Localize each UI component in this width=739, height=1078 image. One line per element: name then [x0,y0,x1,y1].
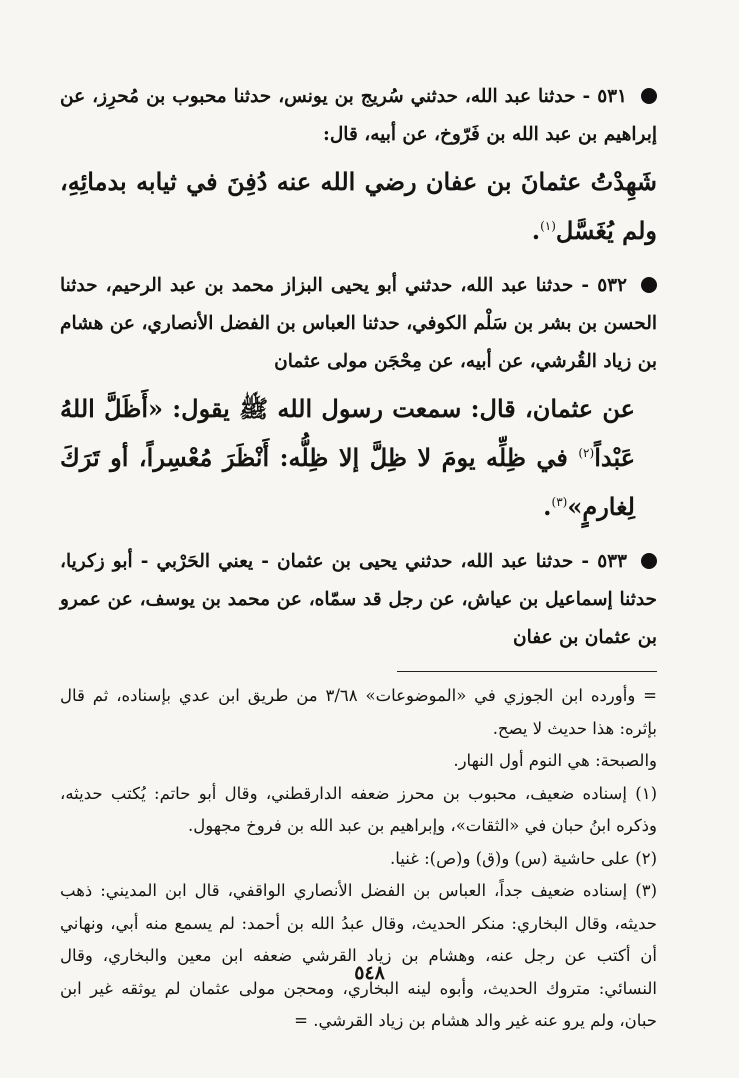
footnote-divider [397,671,657,672]
hadith-533 [60,543,657,657]
hadith-isnad [60,543,657,657]
footnote-2: (٢) على حاشية (س) و(ق) و(ص): غنيا. [389,848,657,868]
hadith-matn [60,160,657,253]
hadith-number: ٥٣٢ [597,275,627,296]
isnad-text: - حدثنا عبد الله، حدثني سُريج بن يونس، حدثنا محبوب بن مُحرِز، عن إبراهيم بن عبد الله بن فَرّوخ، عن أبيه، قال: [60,86,657,145]
hadith-532 [60,267,657,529]
matn-text: شَهِدْتُ عثمانَ بن عفان رضي الله عنه دُفِنَ في ثيابه بدمائِهِ، ولم يُغَسَّل [60,167,657,245]
hadith-number: ٥٣٣ [597,551,627,572]
footnote-3: (٣) إسناده ضعيف جداً، العباس بن الفضل الأنصاري الواقفي، قال ابن المديني: ذهب حديثه، وقال البخاري: منكر الحديث، وقال عبدُ الله بن أحمد: لم يسمع منه أبي، ونهاني أن أكتب عن رجل عنه، وهشام بن زياد القرشي ضعفه ابن معين والبخاري، وقال النسائي: متروك الحديث، وأبوه لينه البخاري، ومحجن مولى عثمان لم يوثقه غير ابن حبان، ولم يرو عنه غير والد هشام بن زياد القرشي. = [60,881,657,1030]
footnote-gloss: والصبحة: هي النوم أول النهار. [453,751,657,770]
matn-end: . [531,216,541,245]
hadith-number: ٥٣١ [597,86,627,107]
isnad-text: - حدثنا عبد الله، حدثني أبو يحيى البزاز محمد بن عبد الرحيم، حدثنا الحسن بن بشر بن سَلْم الكوفي، حدثنا العباس بن الفضل الأنصاري، عن هشام بن زياد القُرشي، عن أبيه، عن مِحْجَن مولى عثمان [60,275,657,372]
hadith-531 [60,78,657,253]
page-number: ٥٤٨ [354,962,385,984]
hadith-matn [60,387,657,529]
matn-end: . [543,492,552,521]
bullet-icon [641,277,657,293]
bullet-icon [641,553,657,569]
footnote-continuation: = وأورده ابن الجوزي في «الموضوعات» ٣/٦٨ من طريق ابن عدي بإسناده، ثم قال بإثره: هذا حديث لا يصح. [60,686,657,738]
bullet-icon [641,88,657,104]
isnad-text: - حدثنا عبد الله، حدثني يحيى بن عثمان - يعني الحَرْبي - أبو زكريا، حدثنا إسماعيل بن عياش، عن رجل قد سمّاه، عن محمد بن يوسف، عن عمرو بن عثمان بن عفان [60,551,657,648]
hadith-isnad [60,267,657,381]
matn-text-continued: في ظِلِّه يومَ لا ظِلَّ إلا ظِلُّه: أَنْظَرَ مُعْسِراً، أو تَرَكَ لِغارمٍ» [60,443,635,521]
footnote-ref: (٢) [578,446,595,460]
hadith-isnad [60,78,657,154]
matn-text: عن عثمان، قال: سمعت رسول الله ﷺ يقول: «أَظَلَّ اللهُ عَبْداً [60,394,636,472]
footnote-ref: (١) [540,219,556,233]
footnote-ref: (٣) [551,495,568,509]
footnote-1: (١) إسناده ضعيف، محبوب بن محرز ضعفه الدارقطني، وقال أبو حاتم: يُكتب حديثه، وذكره ابنُ حبان في «الثقات»، وإبراهيم بن عبد الله بن فروخ مجهول. [60,783,657,835]
